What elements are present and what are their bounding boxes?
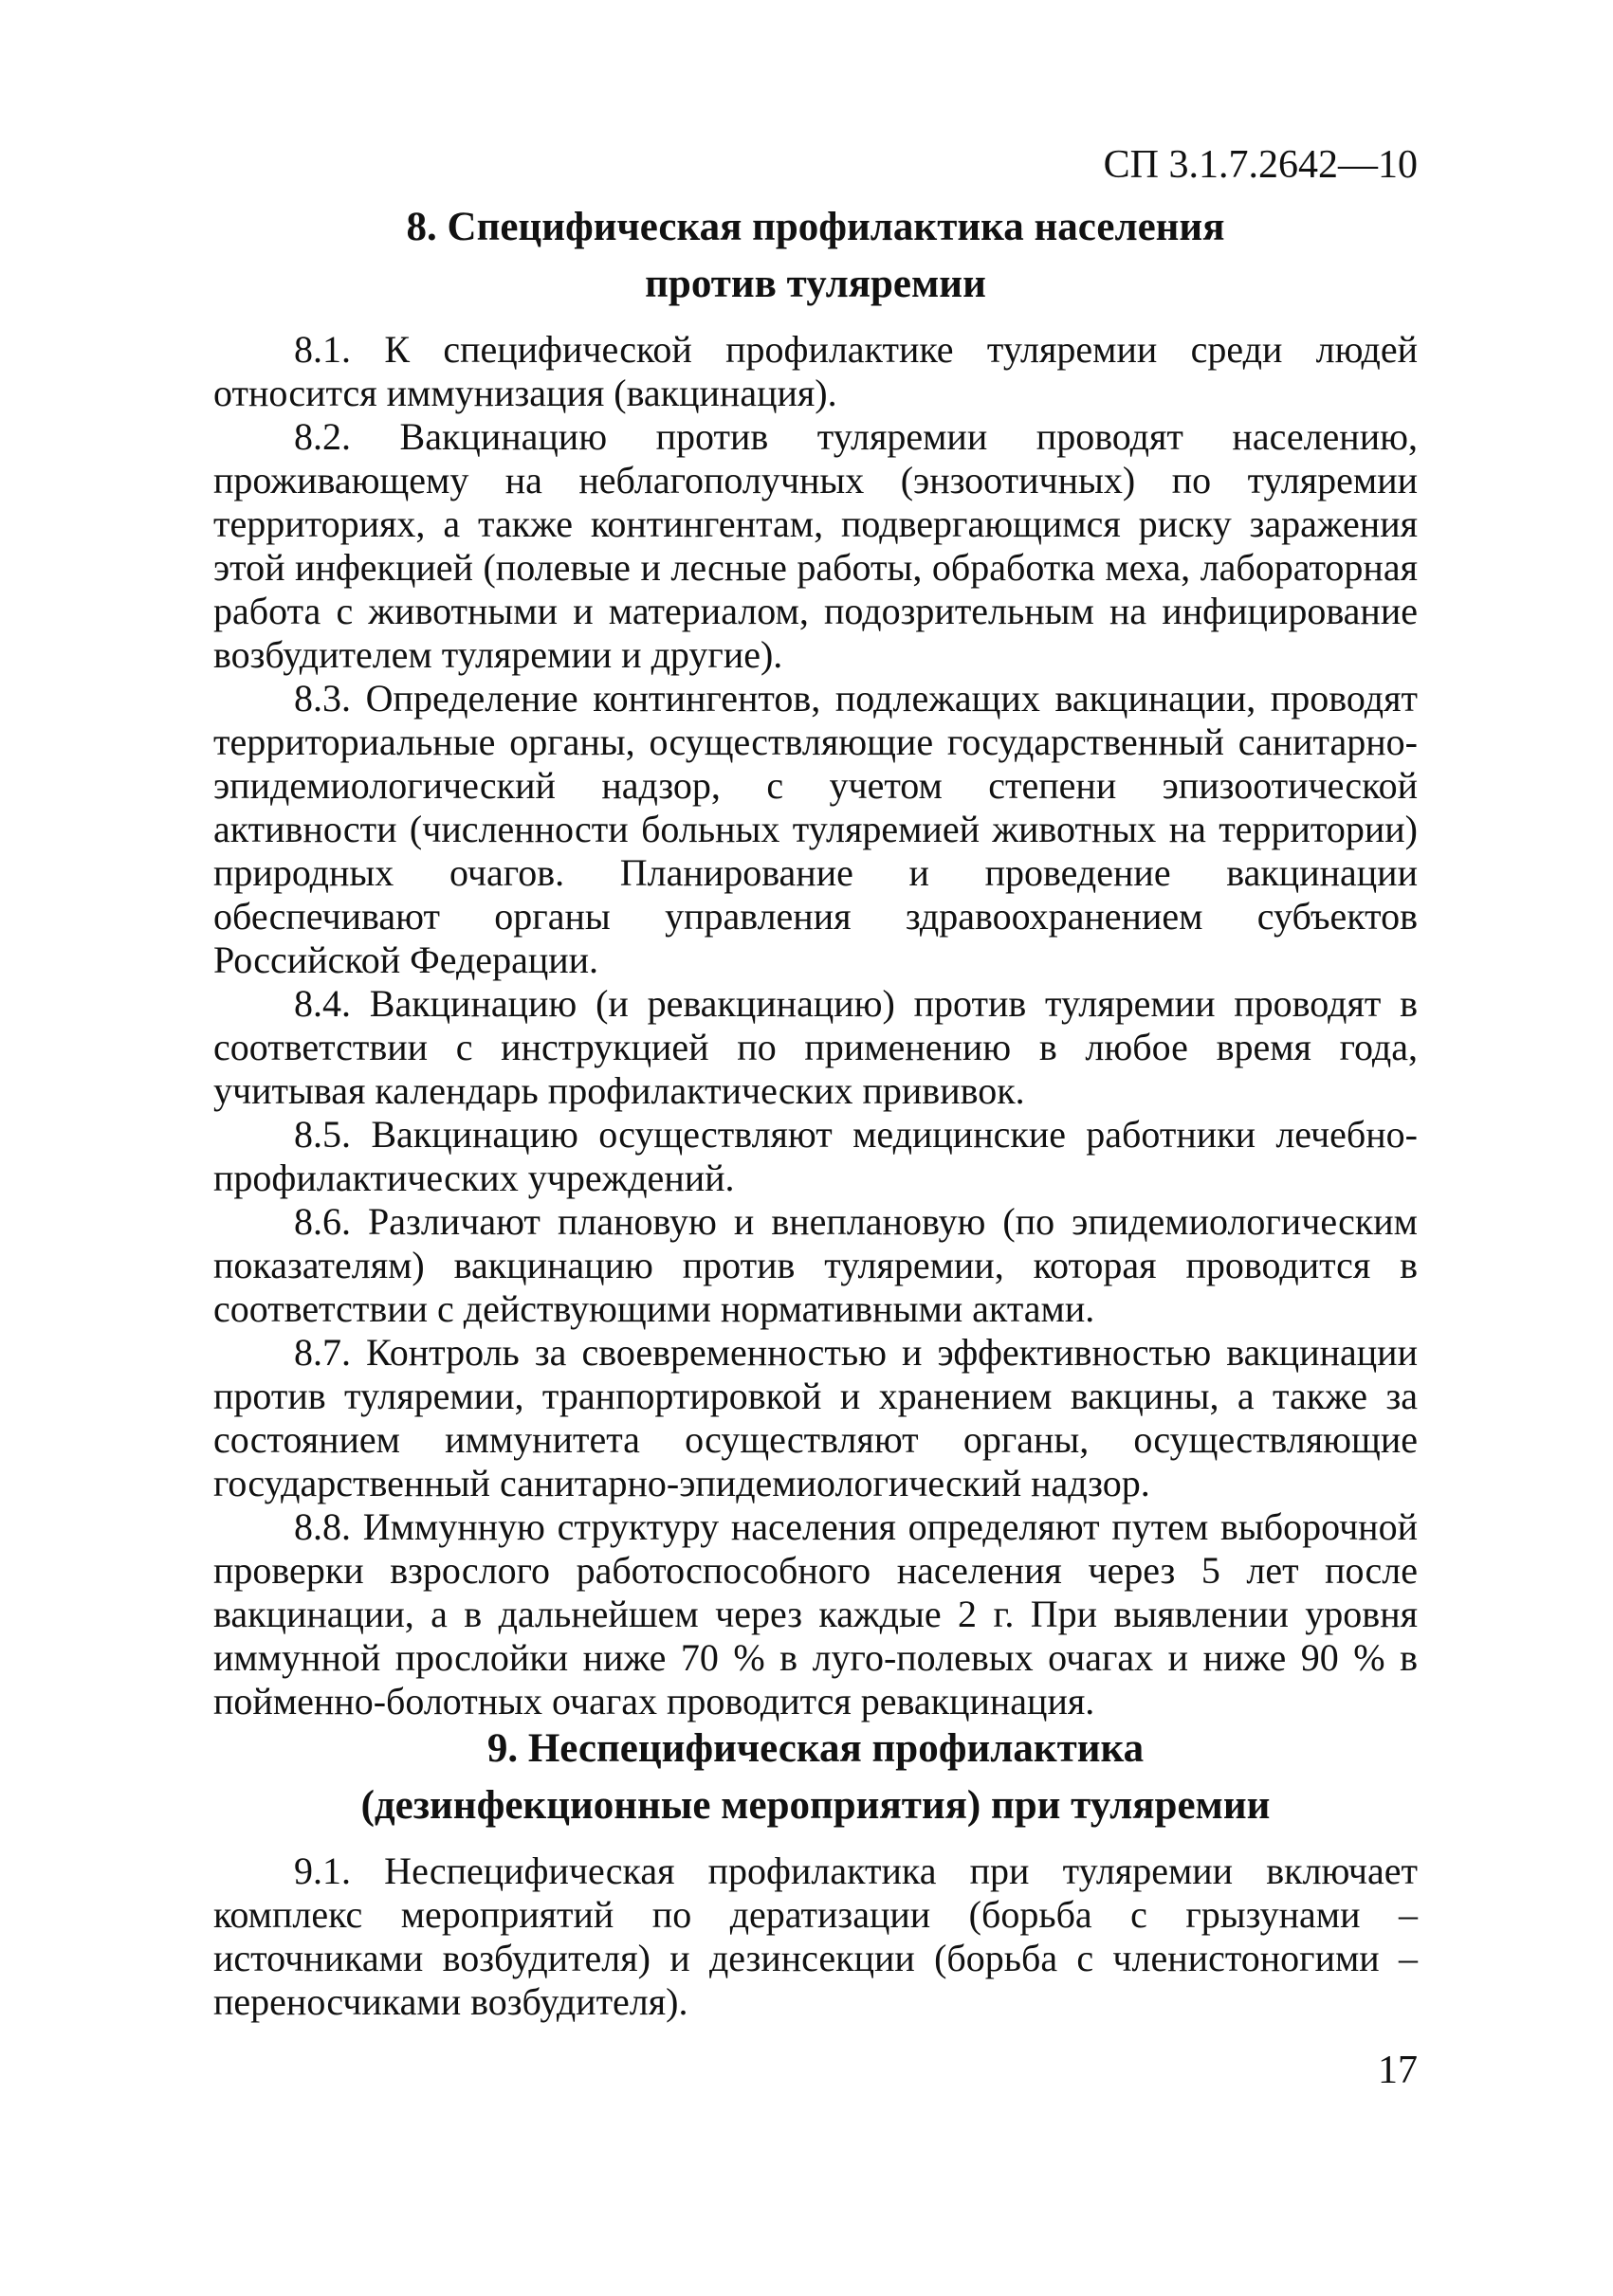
section-8 — [213, 199, 1418, 1723]
paragraph-8-3: 8.3. Определение контингентов, подлежащих вакцинации, проводят территориальные органы, осуществляющие государственный санитарно-эпидемиологический надзор, с учетом степени эпизоотической активности (численности больных туляремией животных на территории) природных очагов. Планирование и проведение вакцинации обеспечивают органы управления здравоохранением субъектов Российской Федерации. — [213, 677, 1418, 981]
paragraph-8-5: 8.5. Вакцинацию осуществляют медицинские работники лечебно-профилактических учреждений. — [213, 1113, 1418, 1199]
paragraph-8-6: 8.6. Различают плановую и внеплановую (по эпидемиологическим показателям) вакцинацию против туляремии, которая проводится в соответствии с действующими нормативными актами. — [213, 1200, 1418, 1330]
paragraph-9-1: 9.1. Неспецифическая профилактика при туляремии включает комплекс мероприятий по дератизации (борьба с грызунами – источниками возбудителя) и дезинсекции (борьба с членистоногими – переносчиками возбудителя). — [213, 1850, 1418, 2023]
section-8-title-line-2: против туляремии — [645, 262, 986, 306]
paragraph-8-1: 8.1. К специфической профилактике туляремии среди людей относится иммунизация (вакцинация). — [213, 328, 1418, 414]
paragraph-8-7: 8.7. Контроль за своевременностью и эффективностью вакцинации против туляремии, транпортировкой и хранением вакцины, а также за состоянием иммунитета осуществляют органы, осуществляющие государственный санитарно-эпидемиологический надзор. — [213, 1331, 1418, 1504]
page-number: 17 — [1378, 2049, 1418, 2092]
paragraph-8-4: 8.4. Вакцинацию (и ревакцинацию) против туляремии проводят в соответствии с инструкцией по применению в любое время года, учитывая календарь профилактических прививок. — [213, 982, 1418, 1112]
section-9-title-line-1: 9. Неспецифическая профилактика — [486, 1726, 1145, 1771]
section-9-body — [213, 1850, 1418, 2024]
paragraph-8-8: 8.8. Иммунную структуру населения определяют путем выборочной проверки взрослого работоспособного населения через 5 лет после вакцинации, а в дальнейшем через каждые 2 г. При выявлении уровня иммунной прослойки ниже 70 % в луго-полевых очагах и ниже 90 % в пойменно-болотных очагах проводится ревакцинация. — [213, 1505, 1418, 1722]
section-8-title-line-1: 8. Специфическая профилактика населения — [406, 205, 1225, 249]
section-9 — [213, 1721, 1418, 2024]
section-9-title — [213, 1721, 1418, 1834]
section-8-title — [213, 199, 1418, 313]
document-code: СП 3.1.7.2642—10 — [1103, 143, 1418, 187]
section-8-body — [213, 328, 1418, 1723]
paragraph-8-2: 8.2. Вакцинацию против туляремии проводят населению, проживающему на неблагополучных (энзоотичных) по туляремии территориях, а также контингентам, подвергающимся риску заражения этой инфекцией (полевые и лесные работы, обработка меха, лабораторная работа с животными и материалом, подозрительным на инфицирование возбудителем туляремии и другие). — [213, 415, 1418, 676]
section-9-title-line-2: (дезинфекционные мероприятия) при туляремии — [360, 1783, 1271, 1828]
